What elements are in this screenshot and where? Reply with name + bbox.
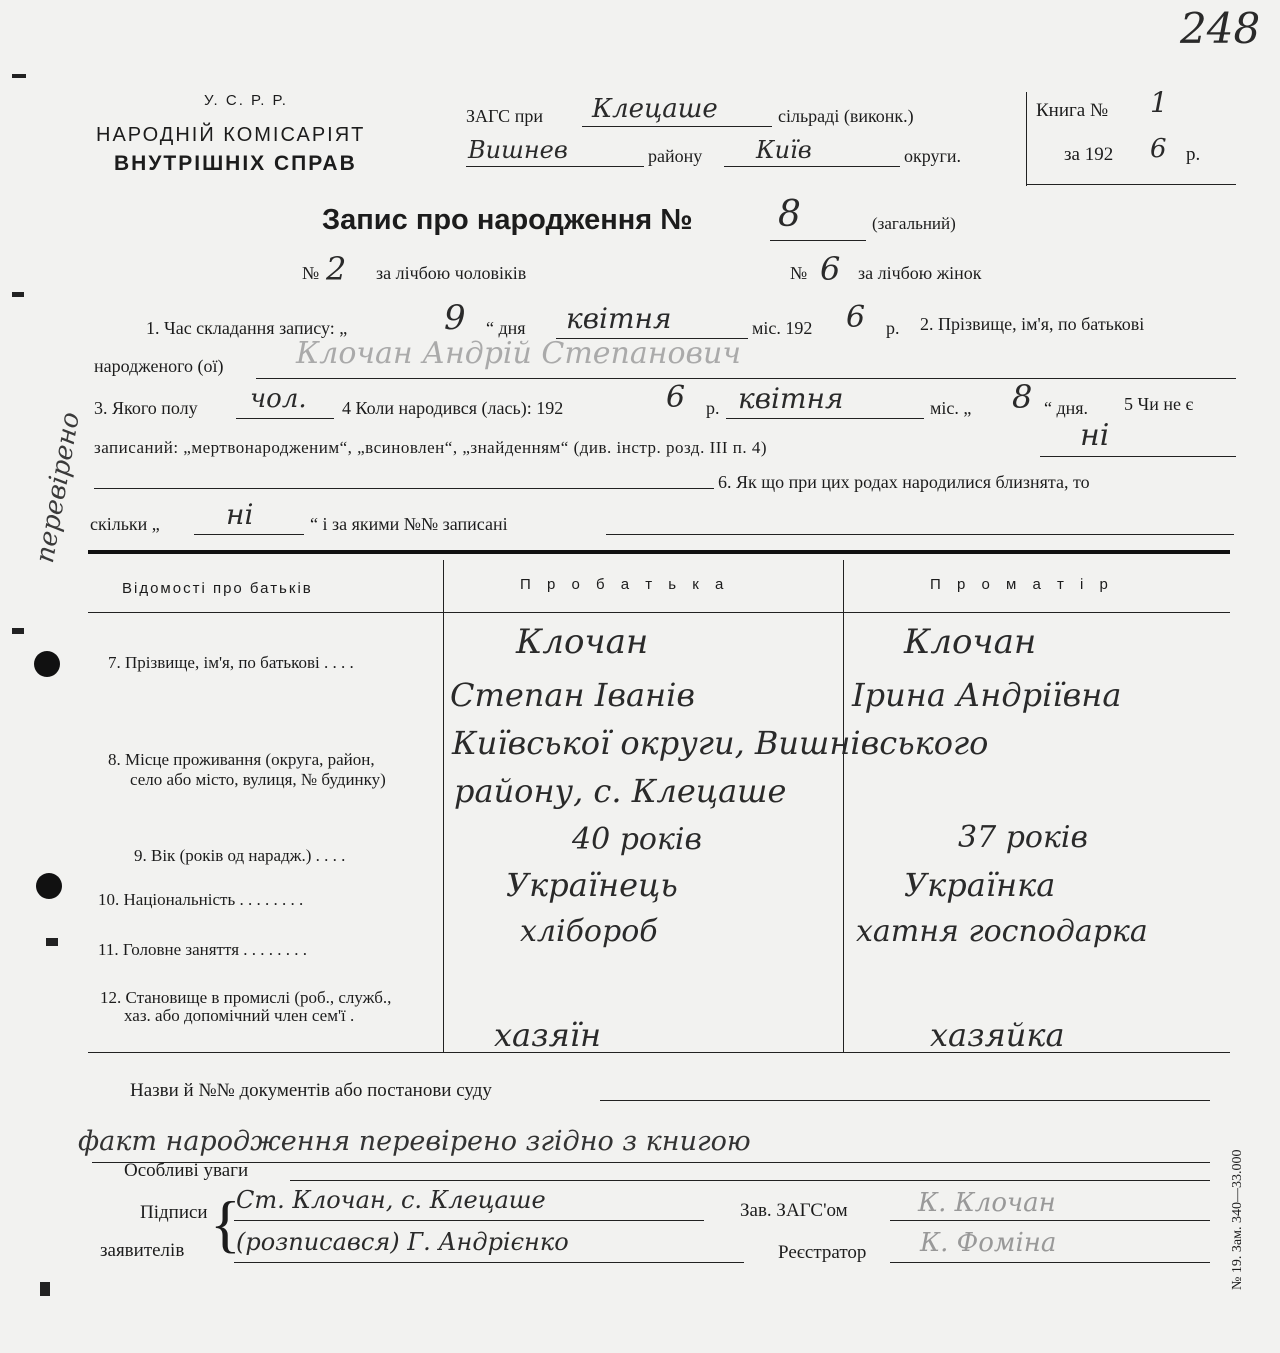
field1-day: 9 [444, 298, 466, 338]
ministry-label: ВНУТРІШНІХ СПРАВ [114, 152, 357, 175]
record-number-line [770, 240, 866, 241]
row11-label: 11. Головне заняття . . . . . . . . [98, 940, 308, 959]
field6-label2b: “ і за якими №№ записані [310, 514, 508, 534]
men-no-prefix: № [302, 263, 320, 283]
field6-end-line [606, 534, 1234, 535]
docs-label: Назви й №№ документів або постанови суду [130, 1080, 492, 1101]
field4-year: 6 [666, 380, 686, 415]
zags-head-label: Зав. ЗАГС'ом [740, 1200, 848, 1221]
women-count: 6 [820, 250, 841, 288]
remarks-handwritten: факт народження перевірено згідно з книгою [78, 1126, 751, 1157]
field6-label: 6. Як що при цих родах народилися близнята, то [718, 472, 1090, 492]
col-header-father: П р о б а т ь к а [520, 576, 730, 593]
page-number: 248 [1180, 4, 1261, 53]
record-title: Запис про народження № [322, 204, 693, 236]
district-line [466, 166, 644, 167]
row11-mother: хатня господарка [856, 914, 1148, 949]
field2-label: 2. Прізвище, ім'я, по батькові [920, 314, 1145, 334]
field4-label: 4 Коли народився (лась): 192 [342, 398, 564, 418]
row8-label-2: село або місто, вулиця, № будинку) [130, 770, 386, 789]
form-code: № 19. Зам. 340—33.000 [1230, 1149, 1245, 1290]
row12-label-2: хаз. або допомічний член сем'ї . [124, 1006, 355, 1025]
field1-label: 1. Час складання запису: „ [146, 318, 348, 338]
applicant-signature-1: Ст. Клочан, с. Клецаше [236, 1186, 546, 1214]
row12-mother: хазяйка [930, 1016, 1065, 1054]
field5-value: ні [1080, 418, 1110, 453]
binding-mark [12, 74, 26, 78]
field6-pre-line [94, 488, 714, 489]
row7-label: 7. Прізвище, ім'я, по батькові . . . . [108, 653, 354, 672]
remarks-label: Особливі уваги [124, 1160, 249, 1181]
record-number: 8 [778, 194, 801, 235]
row12-label-1: 12. Становище в промислі (роб., служб., [100, 988, 392, 1007]
row7-father-surname: Клочан [516, 622, 649, 662]
district-value: Вишнев [468, 136, 568, 164]
table-header-rule [88, 612, 1230, 613]
row7-mother-surname: Клочан [904, 622, 1037, 662]
zags-village: Клецаше [592, 94, 718, 124]
registrar-label: Реєстратор [778, 1242, 867, 1263]
field4-r: р. [706, 398, 720, 418]
field5-label: 5 Чи не є [1124, 394, 1194, 414]
field2-value: Клочан Андрій Степанович [296, 336, 742, 371]
field4-month: квітня [738, 382, 844, 415]
field1-mis: міс. 192 [752, 318, 813, 338]
book-year-suffix: р. [1186, 144, 1201, 165]
row8-place-line1: Київської округи, Вишнівського [452, 724, 989, 762]
field1-year: 6 [846, 300, 866, 335]
book-box-bottom [1026, 184, 1236, 185]
field3-line [236, 418, 334, 419]
row11-father: хлібороб [520, 914, 658, 949]
row7-father-name: Степан Іванів [450, 676, 695, 714]
field1-day-mid: “ дня [486, 318, 526, 338]
field2-label2: народженого (ої) [94, 356, 224, 376]
women-no-prefix: № [790, 263, 808, 283]
zags-suffix: сільраді (виконк.) [778, 106, 914, 126]
margin-note: перевірено [30, 409, 87, 566]
field3-label: 3. Якого полу [94, 398, 198, 418]
book-label: Книга № [1036, 100, 1109, 121]
okruha-value: Київ [756, 136, 812, 164]
field5-line [1040, 456, 1236, 457]
table-col-divider [443, 560, 444, 1052]
row8-place-line2: району, с. Клецаше [454, 772, 787, 810]
book-number: 1 [1150, 86, 1168, 119]
signatures-label-2: заявителів [100, 1240, 185, 1261]
table-bottom-rule [88, 1052, 1230, 1053]
row10-label: 10. Національність . . . . . . . . [98, 890, 304, 909]
field4-month-line [726, 418, 924, 419]
row9-father-age: 40 років [572, 822, 702, 857]
remarks-line-2 [290, 1180, 1210, 1181]
book-year-digit: 6 [1150, 134, 1167, 164]
field1-r: р. [886, 318, 900, 338]
applicant-line-2 [234, 1262, 744, 1263]
signatures-brace: { [210, 1188, 241, 1259]
women-label: за лічбою жінок [858, 263, 982, 283]
record-general: (загальний) [872, 214, 956, 233]
row8-label-1: 8. Місце проживання (округа, район, [108, 750, 375, 769]
commissariat-label: НАРОДНІЙ КОМІСАРІЯТ [96, 124, 366, 146]
book-year-prefix: за 192 [1064, 144, 1114, 165]
binding-mark [12, 628, 24, 634]
field6-value-line [194, 534, 304, 535]
field4-mis: міс. „ [930, 398, 972, 418]
registrar-line [890, 1262, 1210, 1263]
zags-prefix: ЗАГС при [466, 106, 543, 126]
row7-mother-name: Ірина Андріївна [852, 676, 1122, 714]
book-box-border [1026, 92, 1027, 186]
field3-value: чол. [250, 384, 307, 414]
col-header-mother: П р о м а т і р [930, 576, 1114, 593]
punch-hole [36, 873, 62, 899]
row12-father: хазяїн [494, 1016, 602, 1054]
col-header-info: Відомості про батьків [122, 580, 313, 597]
okruha-label: округи. [904, 146, 962, 166]
remarks-line-1 [92, 1162, 1210, 1163]
row10-father: Українець [506, 866, 678, 904]
applicant-line-1 [234, 1220, 704, 1221]
district-label: району [648, 146, 703, 166]
signatures-label-1: Підписи [140, 1202, 208, 1223]
country-label: У. С. Р. Р. [204, 92, 288, 109]
okruha-line [724, 166, 900, 167]
field4-day-suffix: “ дня. [1044, 398, 1089, 418]
field4-day: 8 [1012, 378, 1033, 416]
punch-hole [34, 651, 60, 677]
field5-label2: записаний: „мертвонародженим“, „всиновлен“, „знайденням“ (див. інстр. розд. III п. 4) [94, 438, 768, 457]
men-label: за лічбою чоловіків [376, 263, 527, 283]
registrar-signature: К. Фоміна [920, 1228, 1057, 1258]
binding-mark [46, 938, 58, 946]
binding-mark [12, 292, 24, 297]
zags-head-signature: К. Клочан [918, 1188, 1056, 1218]
field6-label2a: скільки „ [90, 514, 160, 534]
docs-line [600, 1100, 1210, 1101]
table-col-divider [843, 560, 844, 1052]
field2-line [256, 378, 1236, 379]
binding-mark [40, 1282, 50, 1296]
field1-month: квітня [566, 302, 672, 335]
men-count: 2 [326, 250, 347, 288]
applicant-signature-2: (розписався) Г. Андрієнко [236, 1228, 569, 1256]
row9-mother-age: 37 років [958, 820, 1088, 855]
row9-label: 9. Вік (років од нарадж.) . . . . [134, 846, 346, 865]
table-top-rule [88, 550, 1230, 554]
field6-value: ні [226, 498, 254, 531]
zags-village-line [582, 126, 772, 127]
zags-head-line [890, 1220, 1210, 1221]
row10-mother: Українка [904, 866, 1056, 904]
